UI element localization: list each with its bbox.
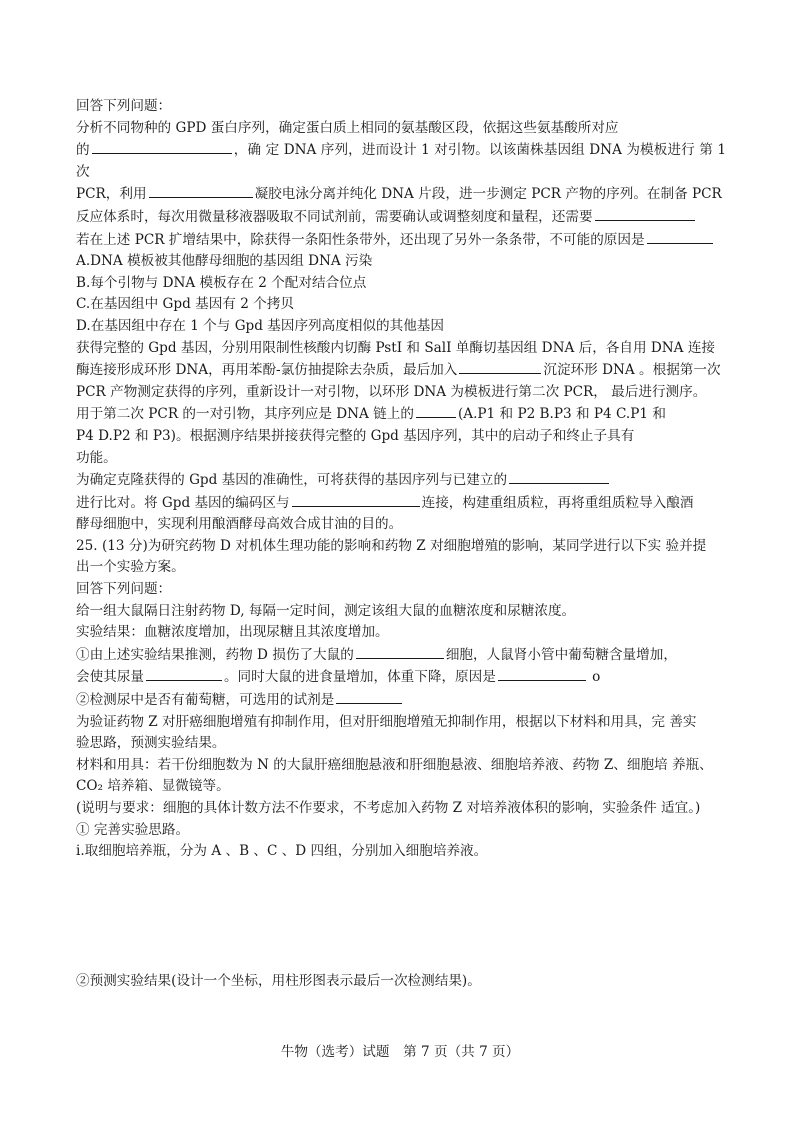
text-segment: (A.P1 和 P2 B.P3 和 P4 C.P1 和 — [457, 406, 666, 423]
text-segment: ②检测尿中是否有葡萄糖，可选用的试剂是 — [76, 692, 335, 709]
text-line — [76, 206, 726, 229]
text-line — [76, 689, 726, 712]
text-segment: 进行比对。将 Gpd 基因的编码区与 — [76, 494, 290, 511]
option-b: B.每个引物与 DNA 模板存在 2 个配对结合位点 — [76, 274, 367, 291]
answer-blank[interactable] — [146, 666, 222, 681]
question-25-heading: 25. (13 分)为研究药物 D 对机体生理功能的影响和药物 Z 对细胞增殖的影响，某同学进行以下实 验并提 — [76, 537, 707, 554]
text-segment: 用于第二次 PCR 的一对引物，其序列应是 DNA 链上的 — [76, 406, 414, 423]
text-segment: 的 — [76, 142, 90, 159]
page-footer: 牛物（选考）试题 第 7 页（共 7 页） — [280, 1044, 520, 1060]
text-line — [76, 666, 726, 689]
text-line: 验思路，预测实验结果。 — [76, 735, 226, 752]
text-segment: 。同时大鼠的进食量增加，体重下降，原因是 — [223, 669, 496, 686]
text-line — [76, 644, 726, 667]
text-segment: 凝胶电泳分离并纯化 DNA 片段，进一步测定 PCR 产物的序列。在制备 PCR — [254, 186, 722, 203]
text-line — [76, 403, 726, 426]
page-content — [76, 96, 726, 992]
text-segment: 沉淀环形 DNA 。根据第一次 — [543, 362, 721, 379]
text-line: 实验结果：血糖浓度增加，出现尿糖且其浓度增加。 — [76, 624, 389, 641]
text-segment: ①由上述实验结果推测，药物 D 损伤了大鼠的 — [76, 646, 354, 663]
answer-blank[interactable] — [336, 689, 402, 704]
answer-blank[interactable] — [356, 644, 444, 659]
answer-blank[interactable] — [647, 229, 713, 244]
text-segment: 反应体系时，每次用微量移液器吸取不同试剂前，需要确认或调整刻度和量程，还需要 — [76, 208, 593, 225]
text-segment: 酶连接形成环形 DNA，再用苯酚-氯仿抽提除去杂质，最后加入 — [76, 362, 458, 379]
answer-blank[interactable] — [509, 469, 609, 484]
answer-blank[interactable] — [498, 666, 586, 681]
text-line: 为验证药物 Z 对肝癌细胞增殖有抑制作用，但对肝细胞增殖无抑制作用，根据以下材料和用具，完 善实 — [76, 713, 697, 730]
text-line — [76, 139, 726, 183]
answer-blank[interactable] — [416, 403, 456, 418]
text-line: P4 D.P2 和 P3)。根据测序结果拼接获得完整的 Gpd 基因序列，其中的启动子和终止子具有 — [76, 427, 635, 444]
text-line — [76, 469, 726, 492]
text-segment: 会使其尿量 — [76, 669, 144, 686]
option-d: D.在基因组中存在 1 个与 Gpd 基因序列高度相似的其他基因 — [76, 317, 444, 334]
answer-blank[interactable] — [92, 139, 232, 154]
text-line: CO₂ 培养箱、显微镜等。 — [76, 778, 230, 795]
text-line: 回答下列问题： — [76, 98, 172, 114]
answer-blank[interactable] — [595, 206, 695, 221]
text-segment: 连接，构建重组质粒，再将重组质粒导入酿酒 — [421, 494, 694, 511]
text-line — [76, 183, 726, 206]
text-line: ① 完善实验思路。 — [76, 821, 190, 838]
text-line: 材料和用具：若干份细胞数为 N 的大鼠肝癌细胞悬液和肝细胞悬液、细胞培养液、药物 Z、细胞培 养瓶、 — [76, 756, 713, 773]
text-line — [76, 492, 726, 515]
text-line: 获得完整的 Gpd 基因，分别用限制性核酸内切酶 PstI 和 SalI 单酶切基因组 DNA 后，各自用 DNA 连接 — [76, 339, 716, 356]
option-a: A.DNA 模板被其他酵母细胞的基因组 DNA 污染 — [76, 253, 373, 270]
text-line: (说明与要求：细胞的具体计数方法不作要求，不考虑加入药物 Z 对培养液体积的影响，实验条件 适宜。) — [76, 800, 701, 816]
answer-blank[interactable] — [459, 359, 541, 374]
text-line — [76, 229, 726, 252]
text-line: 给一组大鼠隔日注射药物 D, 每隔一定时间，测定该组大鼠的血糖浓度和尿糖浓度。 — [76, 602, 576, 619]
text-segment: PCR，利用 — [76, 186, 147, 203]
text-line: ②预测实验结果(设计一个坐标，用柱形图表示最后一次检测结果)。 — [76, 972, 481, 989]
answer-blank[interactable] — [292, 492, 420, 507]
answer-space[interactable] — [76, 863, 726, 971]
answer-blank[interactable] — [149, 183, 253, 198]
text-segment: 为确定克隆获得的 Gpd 基因的准确性，可将获得的基因序列与已建立的 — [76, 472, 508, 489]
text-segment: o — [592, 669, 601, 686]
text-line — [76, 359, 726, 382]
text-line: 回答下列问题： — [76, 581, 172, 598]
text-line: 酵母细胞中，实现利用酿酒酵母高效合成甘油的目的。 — [76, 516, 403, 533]
text-segment: 若在上述 PCR 扩增结果中，除获得一条阳性条带外，还出现了另外一条条带，不可能的原因是 — [76, 231, 645, 248]
text-segment: 细胞，人鼠肾小管中葡萄糖含量增加， — [445, 646, 677, 663]
text-line: i.取细胞培养瓶，分为 A 、B 、C 、D 四组，分别加入细胞培养液。 — [76, 843, 488, 860]
text-line: 分析不同物种的 GPD 蛋白序列，确定蛋白质上相同的氨基酸区段，依据这些氨基酸所对应 — [76, 119, 619, 136]
text-line: PCR 产物测定获得的序列，重新设计一对引物，以环形 DNA 为模板进行第二次 PCR， 最后进行测序。 — [76, 383, 707, 400]
text-line: 功能。 — [76, 449, 117, 466]
option-c: C.在基因组中 Gpd 基因有 2 个拷贝 — [76, 296, 294, 313]
text-segment: ，确 定 DNA 序列，进而设计 1 对引物。以该菌株基因组 DNA 为模板进行 第 1 次 — [76, 142, 727, 180]
text-line: 出一个实验方案。 — [76, 559, 185, 576]
